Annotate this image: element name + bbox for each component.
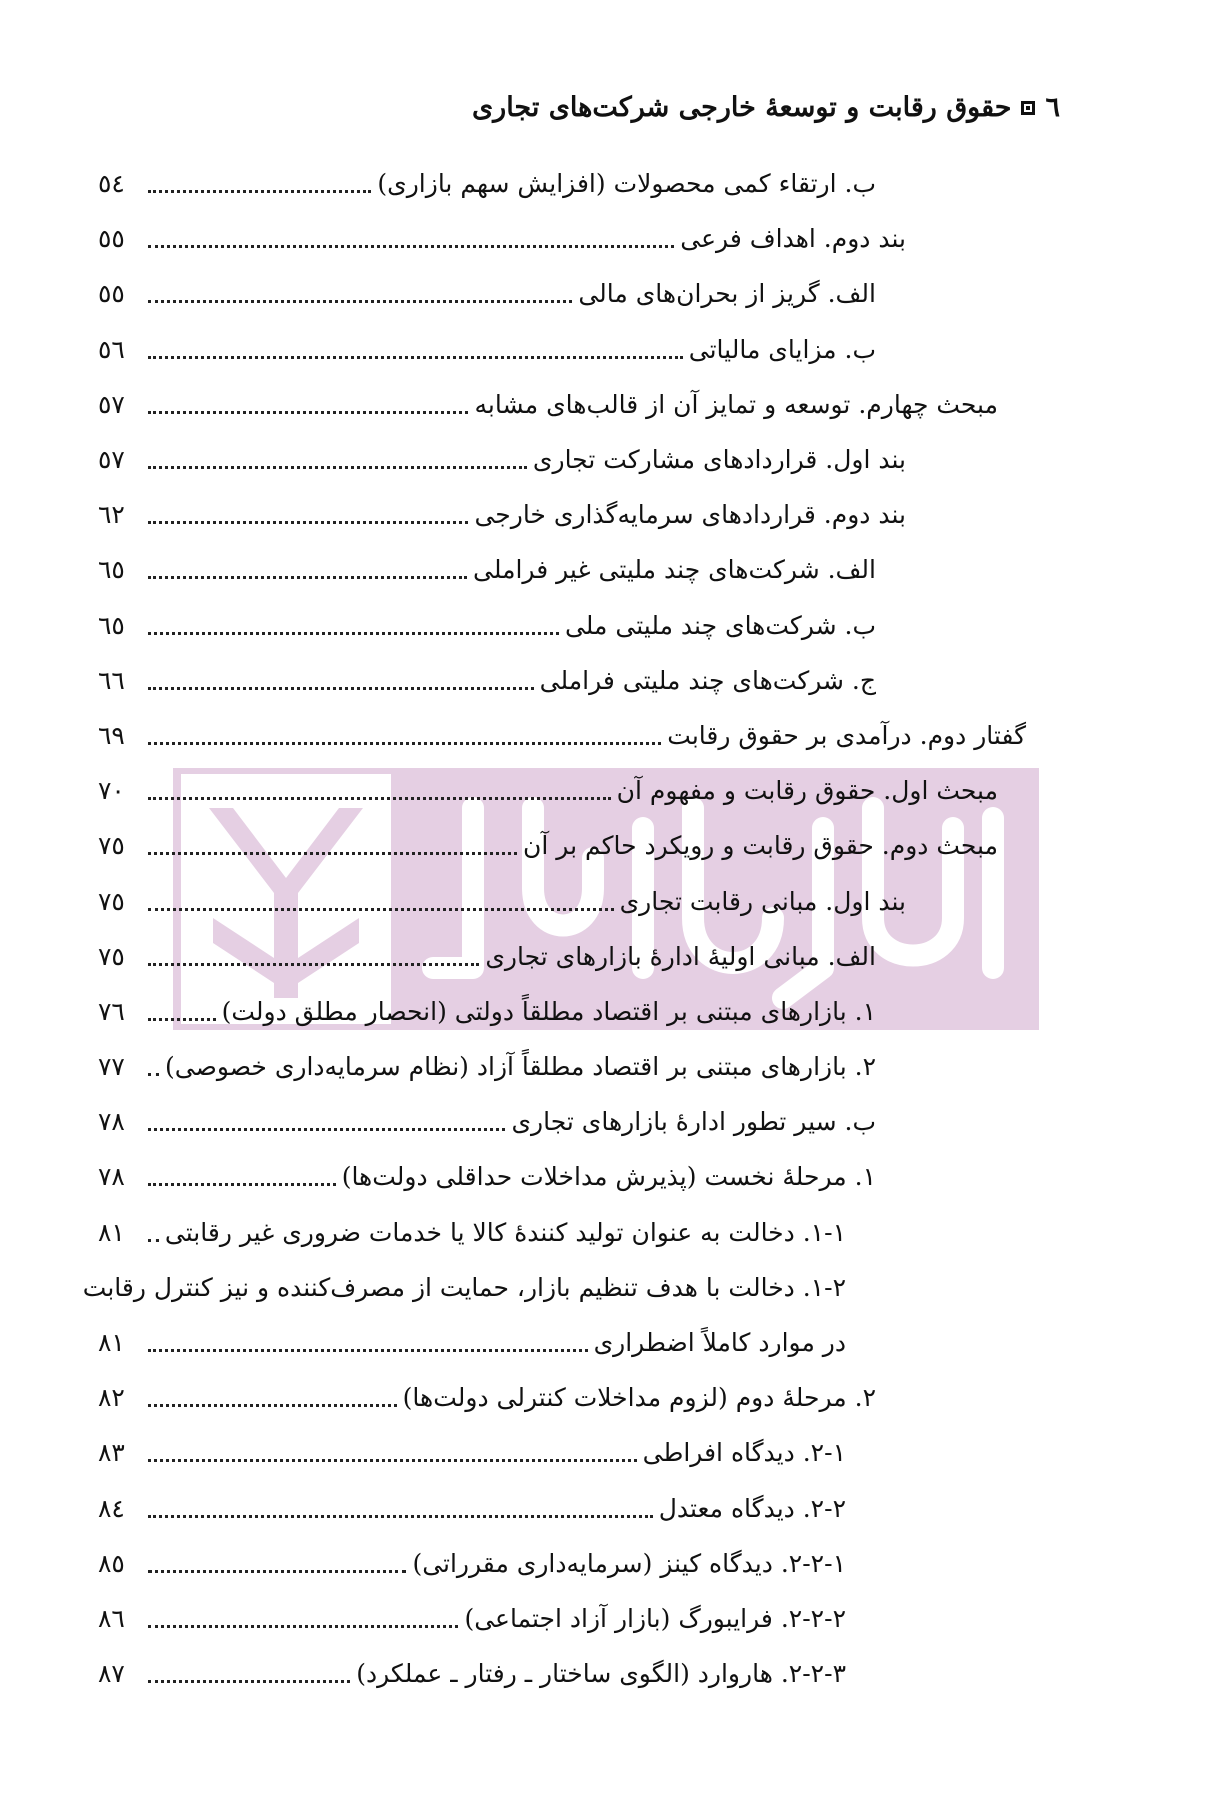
- table-of-contents: [82, 156, 1026, 1701]
- page-ref: ٦٥: [98, 610, 125, 640]
- running-title: حقوق رقابت و توسعهٔ خارجی شرکت‌های تجاری: [472, 92, 1012, 123]
- toc-entry: ب. مزایای مالیاتی ٥٦: [98, 334, 876, 364]
- toc-entry: ب. شرکت‌های چند ملیتی ملی ٦٥: [98, 610, 876, 640]
- page-ref: ٨١: [98, 1217, 125, 1247]
- toc-entry: بند دوم. قراردادهای سرمایه‌گذاری خارجی ٦٢: [98, 500, 906, 530]
- page-ref: ٧٨: [98, 1162, 125, 1192]
- dot-leader: [148, 844, 517, 855]
- toc-entry: ١-١. دخالت به عنوان تولید کنندهٔ کالا یا خدمات ضروری غیر رقابتی ٨١: [98, 1217, 846, 1247]
- dot-leader: [148, 237, 674, 248]
- dot-leader: [148, 1231, 159, 1242]
- page-ref: ٦٥: [98, 555, 125, 585]
- toc-entry: ١. مرحلهٔ نخست (پذیرش مداخلات حداقلی دولت‌ها) ٧٨: [98, 1162, 876, 1192]
- dot-leader: [148, 624, 559, 635]
- toc-entry: مبحث دوم. حقوق رقابت و رویکرد حاکم بر آن ٧٥: [98, 831, 998, 861]
- toc-entry: ١. بازارهای مبتنی بر اقتصاد مطلقاً دولتی (انحصار مطلق دولت) ٧٦: [98, 996, 876, 1026]
- square-bullet-icon: [1021, 101, 1035, 115]
- toc-entry: ٣-٢-٢. هاروارد (الگوی ساختار ـ رفتار ـ عملکرد) ٨٧: [98, 1659, 846, 1689]
- dot-leader: [148, 789, 611, 800]
- dot-leader: [148, 900, 614, 911]
- toc-entry: بند اول. قراردادهای مشارکت تجاری ٥٧: [98, 445, 906, 475]
- page-ref: ٨٤: [98, 1493, 125, 1523]
- toc-entry: ٢. مرحلهٔ دوم (لزوم مداخلات کنترلی دولت‌ها) ٨٢: [98, 1383, 876, 1413]
- page-number: ٦: [1045, 92, 1060, 123]
- dot-leader: [148, 403, 468, 414]
- toc-entry: ١-٢. دیدگاه افراطی ٨٣: [98, 1438, 846, 1468]
- dot-leader: [148, 1175, 336, 1186]
- dot-leader: [148, 292, 572, 303]
- toc-entry: گفتار دوم. درآمدی بر حقوق رقابت ٦٩: [98, 720, 1026, 750]
- page-ref: ٨٦: [98, 1603, 125, 1633]
- toc-entry: الف. مبانی اولیهٔ ادارهٔ بازارهای تجاری ٧٥: [98, 941, 876, 971]
- dot-leader: [148, 1617, 458, 1628]
- toc-entry: الف. شرکت‌های چند ملیتی غیر فراملی ٦٥: [98, 555, 876, 585]
- page-ref: ٨٣: [98, 1438, 125, 1468]
- dot-leader: [148, 1120, 505, 1131]
- dot-leader: [148, 679, 534, 690]
- page-ref: ٨٥: [98, 1548, 125, 1578]
- page-ref: ٨٢: [98, 1383, 125, 1413]
- dot-leader: [148, 955, 479, 966]
- page-header: [472, 92, 1060, 123]
- dot-leader: [148, 182, 371, 193]
- dot-leader: [148, 1396, 397, 1407]
- toc-entry: ج. شرکت‌های چند ملیتی فراملی ٦٦: [98, 665, 876, 695]
- toc-entry: بند اول. مبانی رقابت تجاری ٧٥: [98, 886, 906, 916]
- dot-leader: [148, 1672, 350, 1683]
- page-ref: ٦٦: [98, 665, 125, 695]
- toc-entry: بند دوم. اهداف فرعی ٥٥: [98, 224, 906, 254]
- dot-leader: [148, 1562, 406, 1573]
- toc-entry: مبحث اول. حقوق رقابت و مفهوم آن ٧٠: [98, 776, 998, 806]
- page-ref: ٧٠: [98, 776, 125, 806]
- dot-leader: [148, 458, 527, 469]
- toc-entry: ب. ارتقاء کمی محصولات (افزایش سهم بازاری) ٥٤: [98, 169, 876, 199]
- page-ref: ٥٧: [98, 389, 125, 419]
- dot-leader: [148, 348, 683, 359]
- page-ref: ٧٥: [98, 831, 125, 861]
- dot-leader: [148, 568, 467, 579]
- page-ref: ٦٩: [98, 720, 125, 750]
- page-ref: ٨١: [98, 1328, 125, 1358]
- page-ref: ٥٧: [98, 445, 125, 475]
- dot-leader: [148, 1451, 637, 1462]
- dot-leader: [148, 1507, 653, 1518]
- dot-leader: [148, 1065, 159, 1076]
- page-ref: ٥٥: [98, 279, 125, 309]
- toc-entry: ب. سیر تطور ادارهٔ بازارهای تجاری ٧٨: [98, 1107, 876, 1137]
- page-ref: ٦٢: [98, 500, 125, 530]
- toc-entry-continuation: در موارد کاملاً اضطراری ٨١: [98, 1328, 846, 1358]
- page-ref: ٨٧: [98, 1659, 125, 1689]
- toc-entry: ٢-١. دخالت با هدف تنظیم بازار، حمایت از مصرف‌کننده و نیز کنترل رقابت: [82, 1272, 846, 1302]
- toc-entry: مبحث چهارم. توسعه و تمایز آن از قالب‌های مشابه ٥٧: [98, 389, 998, 419]
- page-ref: ٧٥: [98, 941, 125, 971]
- dot-leader: [148, 734, 661, 745]
- page-ref: ٧٧: [98, 1052, 125, 1082]
- page-ref: ٧٥: [98, 886, 125, 916]
- toc-entry: ١-٢-٢. دیدگاه کینز (سرمایه‌داری مقرراتی) ٨٥: [98, 1548, 846, 1578]
- page-ref: ٥٦: [98, 334, 125, 364]
- page-ref: ٥٤: [98, 169, 125, 199]
- dot-leader: [148, 1010, 216, 1021]
- toc-entry: ٢. بازارهای مبتنی بر اقتصاد مطلقاً آزاد (نظام سرمایه‌داری خصوصی) ٧٧: [98, 1052, 876, 1082]
- dot-leader: [148, 1341, 588, 1352]
- toc-entry: ٢-٢. دیدگاه معتدل ٨٤: [98, 1493, 846, 1523]
- page-ref: ٧٨: [98, 1107, 125, 1137]
- dot-leader: [148, 513, 468, 524]
- page-ref: ٧٦: [98, 996, 125, 1026]
- toc-entry: الف. گریز از بحران‌های مالی ٥٥: [98, 279, 876, 309]
- toc-entry: ٢-٢-٢. فرایبورگ (بازار آزاد اجتماعی) ٨٦: [98, 1603, 846, 1633]
- page-ref: ٥٥: [98, 224, 125, 254]
